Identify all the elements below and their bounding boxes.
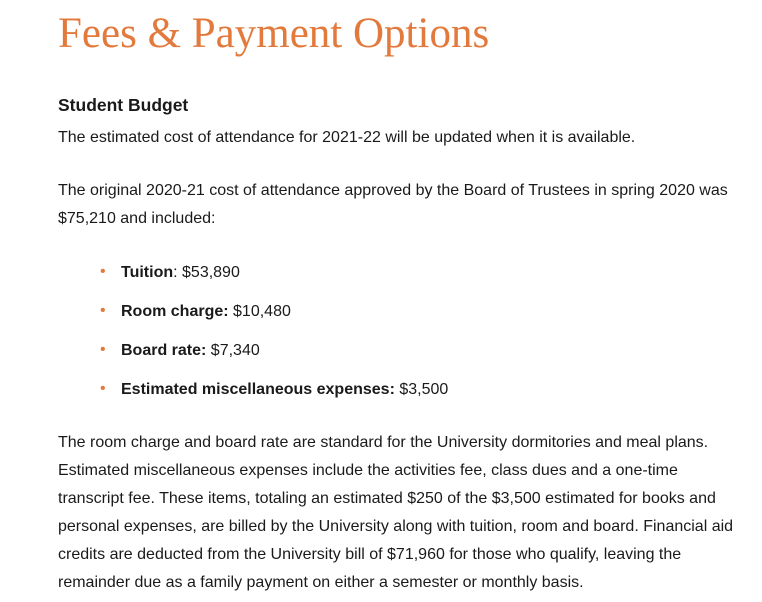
bullet-icon: • [100, 341, 106, 358]
list-item-tuition [100, 259, 448, 298]
list-item-value: : $53,890 [173, 264, 240, 281]
intro-paragraph: The estimated cost of attendance for 2021-22 will be updated when it is available. [58, 129, 636, 146]
list-item-label: Tuition [121, 264, 174, 281]
cost-list [100, 259, 448, 415]
list-item-label: Estimated miscellaneous expenses: [121, 381, 395, 398]
list-item-value: $7,340 [206, 342, 260, 359]
list-item-label: Board rate: [121, 342, 207, 359]
list-item-misc-expenses [100, 376, 448, 415]
details-paragraph: The room charge and board rate are standard for the University dormitories and meal plans. Estimated miscellaneous expenses include the activities fee, class dues and a one-time transcript fee. These items, totaling an estimated $250 of the $3,500 estimated for books and personal expenses, are billed by the University along with tuition, room and board. Financial aid credits are deducted from the University bill of $71,960 for those who qualify, leaving the remainder due as a family payment on either a semester or monthly basis. [58, 434, 734, 591]
page-title: Fees & Payment Options [58, 10, 490, 57]
list-item-room-charge [100, 298, 448, 337]
section-heading: Student Budget [58, 95, 189, 115]
list-item-value: $3,500 [394, 381, 449, 398]
list-item-board-rate [100, 337, 448, 376]
bullet-icon: • [100, 263, 106, 280]
list-item-value: $10,480 [228, 303, 291, 320]
list-item-label: Room charge: [121, 303, 229, 320]
cost-paragraph: The original 2020-21 cost of attendance approved by the Board of Trustees in spring 2020 was $75,210 and included: [58, 182, 728, 227]
bullet-icon: • [100, 302, 106, 319]
bullet-icon: • [100, 380, 106, 397]
